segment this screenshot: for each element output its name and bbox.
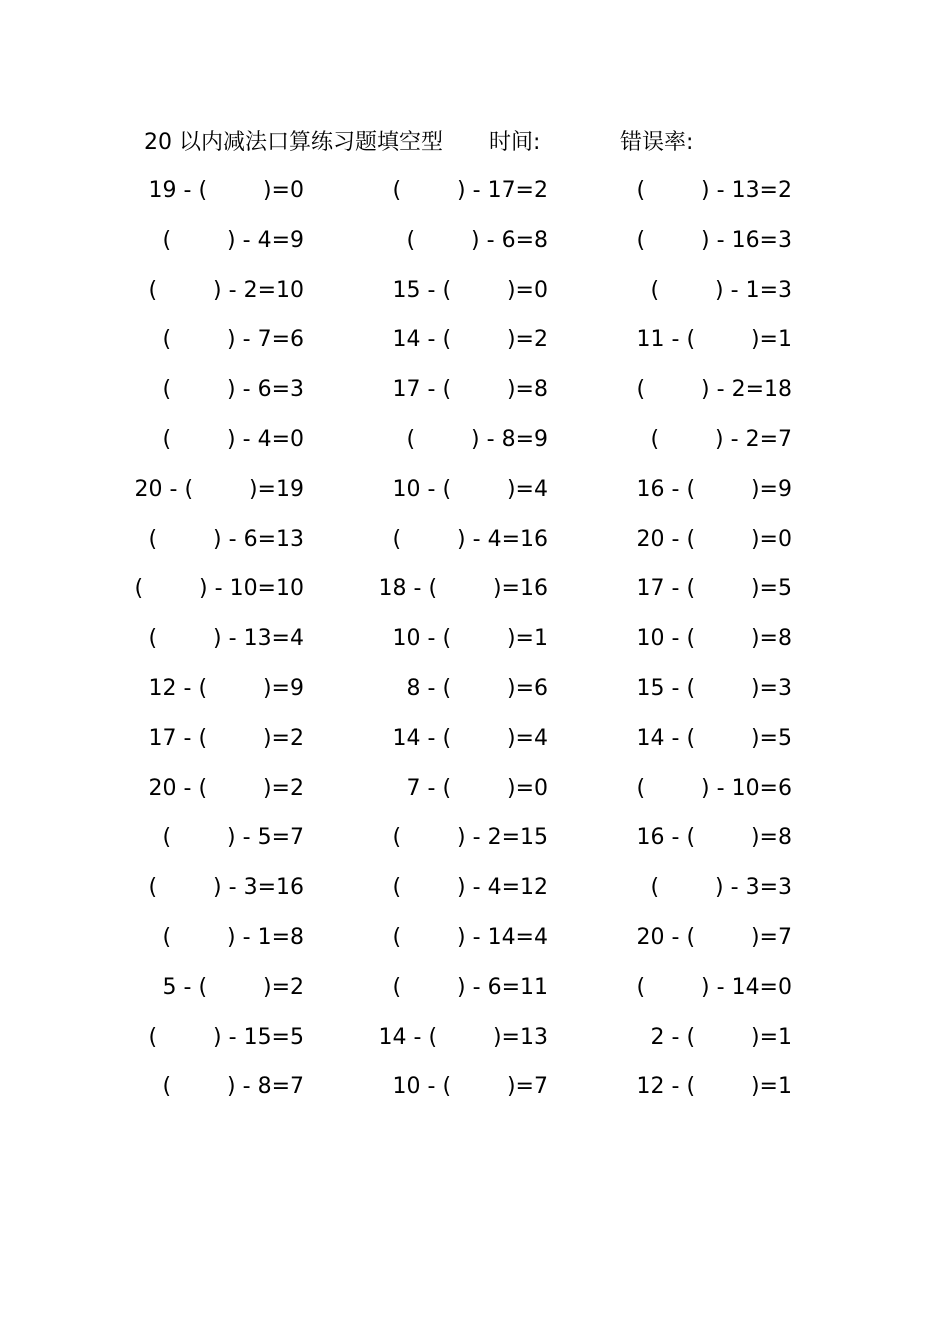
exercise-item: 5 - ( )=2 [162,974,304,1000]
exercise-item: ( ) - 10=10 [134,576,304,602]
exercise-item: ( ) - 4=12 [392,875,548,901]
exercise-item: ( ) - 3=3 [650,875,792,901]
exercise-row [0,372,950,422]
worksheet-title: 20 以内减法口算练习题填空型 [144,130,443,155]
exercise-item: ( ) - 6=3 [162,377,304,403]
exercise-item: ( ) - 1=3 [650,277,792,303]
exercise-row [0,322,950,372]
exercise-item: 17 - ( )=2 [148,725,304,751]
exercise-item: 20 - ( )=19 [134,476,304,502]
exercise-item: 14 - ( )=5 [636,725,792,751]
exercise-item: 7 - ( )=0 [406,775,548,801]
exercise-item: 8 - ( )=6 [406,675,548,701]
exercise-row [0,771,950,821]
exercise-item: 18 - ( )=16 [378,576,548,602]
exercise-item: ( ) - 6=11 [392,974,548,1000]
exercise-item: ( ) - 4=9 [162,227,304,253]
exercise-row [0,671,950,721]
exercise-item: ( ) - 2=10 [148,277,304,303]
exercise-item: ( ) - 15=5 [148,1024,304,1050]
exercise-item: ( ) - 3=16 [148,875,304,901]
exercise-item: 10 - ( )=1 [392,626,548,652]
exercise-row [0,273,950,323]
exercise-row [0,571,950,621]
exercise-item: ( ) - 2=15 [392,825,548,851]
exercise-item: ( ) - 8=9 [406,426,548,452]
exercise-item: ( ) - 10=6 [636,775,792,801]
exercise-item: 16 - ( )=9 [636,476,792,502]
exercise-item: ( ) - 17=2 [392,178,548,203]
exercise-item: 16 - ( )=8 [636,825,792,851]
exercise-row [0,820,950,870]
exercise-item: 10 - ( )=4 [392,476,548,502]
exercise-row [0,422,950,472]
exercise-item: ( ) - 6=13 [148,526,304,552]
exercise-item: 15 - ( )=0 [392,277,548,303]
error-rate-label: 错误率: [620,130,694,155]
exercise-row [0,522,950,572]
exercise-item: 14 - ( )=2 [392,327,548,353]
exercise-item: ( ) - 6=8 [406,227,548,253]
exercise-item: ( ) - 5=7 [162,825,304,851]
exercise-item: 20 - ( )=2 [148,775,304,801]
exercise-item: 19 - ( )=0 [148,178,304,203]
exercise-item: 12 - ( )=9 [148,675,304,701]
exercise-item: ( ) - 14=0 [636,974,792,1000]
exercise-item: 17 - ( )=5 [636,576,792,602]
exercise-row [0,1020,950,1070]
time-label: 时间: [489,130,541,155]
exercise-item: 14 - ( )=4 [392,725,548,751]
exercise-item: ( ) - 8=7 [162,1074,304,1100]
exercise-row [0,621,950,671]
exercise-item: ( ) - 13=2 [636,178,792,203]
exercise-row [0,920,950,970]
exercise-item: ( ) - 4=0 [162,426,304,452]
exercise-item: ( ) - 14=4 [392,924,548,950]
exercise-item: ( ) - 7=6 [162,327,304,353]
exercise-item: ( ) - 1=8 [162,924,304,950]
exercise-item: ( ) - 13=4 [148,626,304,652]
exercise-item: 10 - ( )=8 [636,626,792,652]
exercise-item: ( ) - 2=7 [650,426,792,452]
exercise-item: 20 - ( )=7 [636,924,792,950]
exercise-row [0,870,950,920]
exercise-row [0,1069,950,1119]
exercise-item: ( ) - 16=3 [636,227,792,253]
exercise-item: 12 - ( )=1 [636,1074,792,1100]
exercise-item: ( ) - 2=18 [636,377,792,403]
exercise-item: 20 - ( )=0 [636,526,792,552]
exercise-row [0,721,950,771]
exercise-item: ( ) - 4=16 [392,526,548,552]
exercise-item: 15 - ( )=3 [636,675,792,701]
exercise-item: 2 - ( )=1 [650,1024,792,1050]
exercise-grid [0,173,950,1119]
exercise-item: 17 - ( )=8 [392,377,548,403]
exercise-item: 11 - ( )=1 [636,327,792,353]
exercise-row [0,223,950,273]
exercise-row [0,472,950,522]
exercise-row [0,173,950,223]
exercise-item: 14 - ( )=13 [378,1024,548,1050]
exercise-row [0,970,950,1020]
exercise-item: 10 - ( )=7 [392,1074,548,1100]
